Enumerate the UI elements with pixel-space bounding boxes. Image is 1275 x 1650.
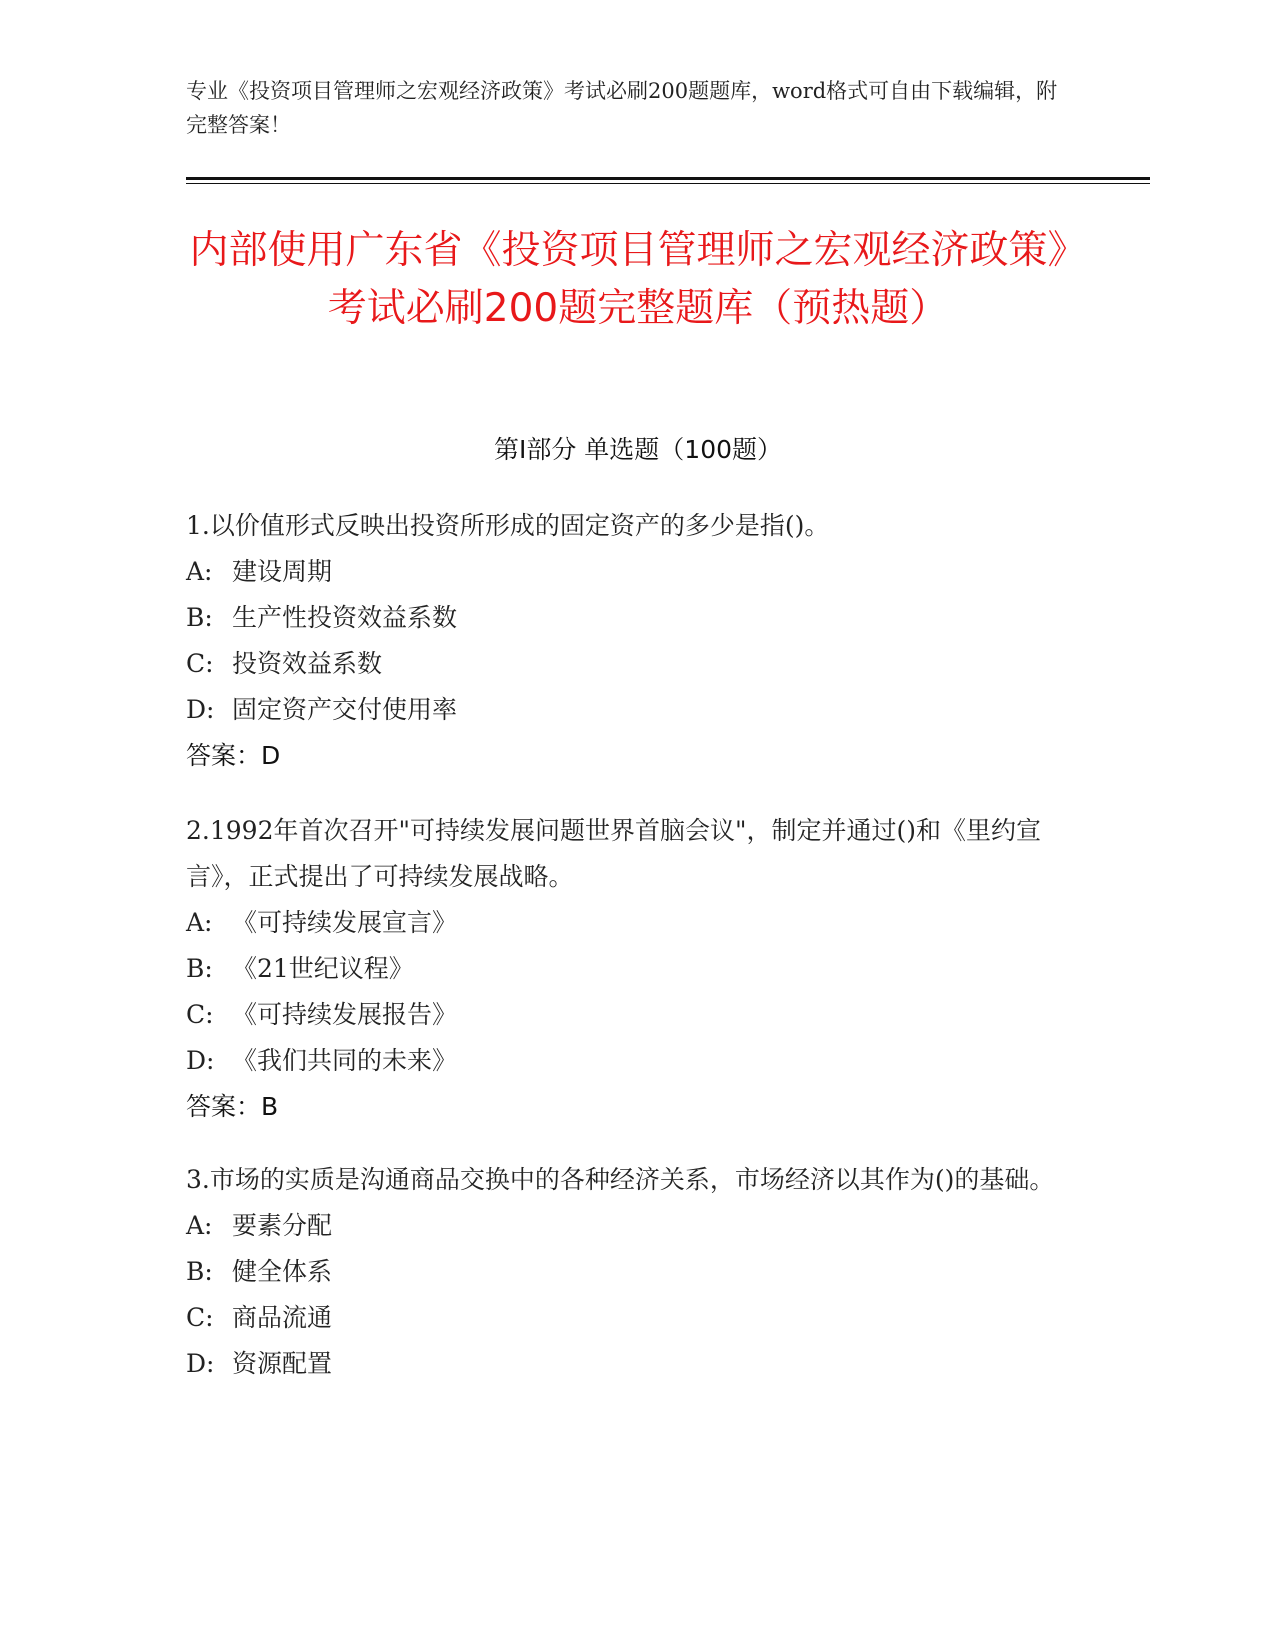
option-text: 生产性投资效益系数	[232, 603, 458, 632]
answer-line: 答案：B	[186, 1092, 279, 1121]
option-b	[186, 946, 1066, 992]
option-text: 《我们共同的未来》	[232, 1046, 458, 1075]
option-a	[186, 900, 1066, 946]
option-b	[186, 1249, 1066, 1295]
option-c	[186, 1295, 1066, 1341]
option-text: 健全体系	[232, 1257, 333, 1286]
option-key: B:	[186, 603, 213, 632]
question-stem: 1.以价值形式反映出投资所形成的固定资产的多少是指()。	[186, 511, 830, 540]
option-key: B:	[186, 1257, 213, 1286]
question-3	[186, 1157, 1066, 1387]
option-text: 建设周期	[232, 557, 333, 586]
question-stem: 3.市场的实质是沟通商品交换中的各种经济关系，市场经济以其作为()的基础。	[186, 1165, 1055, 1194]
option-key: A:	[186, 557, 213, 586]
option-c	[186, 641, 1066, 687]
option-key: A:	[186, 908, 213, 937]
option-key: C:	[186, 649, 214, 678]
header-rule-thin	[186, 183, 1150, 184]
option-key: C:	[186, 1303, 214, 1332]
option-text: 商品流通	[232, 1303, 333, 1332]
option-text: 固定资产交付使用率	[232, 695, 458, 724]
option-key: D:	[186, 1349, 215, 1378]
option-key: D:	[186, 1046, 215, 1075]
option-key: D:	[186, 695, 215, 724]
option-key: B:	[186, 954, 213, 983]
option-d	[186, 1341, 1066, 1387]
option-d	[186, 687, 1066, 733]
option-text: 《21世纪议程》	[232, 954, 414, 983]
option-text: 投资效益系数	[232, 649, 383, 678]
option-c	[186, 992, 1066, 1038]
question-stem: 2.1992年首次召开"可持续发展问题世界首脑会议"，制定并通过()和《里约宣言》，正式提出了可持续发展战略。	[186, 816, 1041, 891]
option-key: A:	[186, 1211, 213, 1240]
document-title: 内部使用广东省《投资项目管理师之宏观经济政策》考试必刷200题完整题库（预热题）	[189, 228, 1087, 331]
header-rule-thick	[186, 177, 1150, 180]
option-text: 《可持续发展报告》	[232, 1000, 458, 1029]
option-key: C:	[186, 1000, 214, 1029]
header-note: 专业《投资项目管理师之宏观经济政策》考试必刷200题题库，word格式可自由下载编辑，附完整答案！	[186, 79, 1058, 137]
question-2	[186, 808, 1066, 1130]
option-a	[186, 1203, 1066, 1249]
question-1	[186, 503, 1066, 779]
answer-line: 答案：D	[186, 741, 281, 770]
option-text: 要素分配	[232, 1211, 333, 1240]
option-b	[186, 595, 1066, 641]
option-text: 资源配置	[232, 1349, 333, 1378]
option-text: 《可持续发展宣言》	[232, 908, 458, 937]
section-heading: 第Ⅰ部分 单选题（100题）	[493, 435, 783, 464]
option-d	[186, 1038, 1066, 1084]
option-a	[186, 549, 1066, 595]
